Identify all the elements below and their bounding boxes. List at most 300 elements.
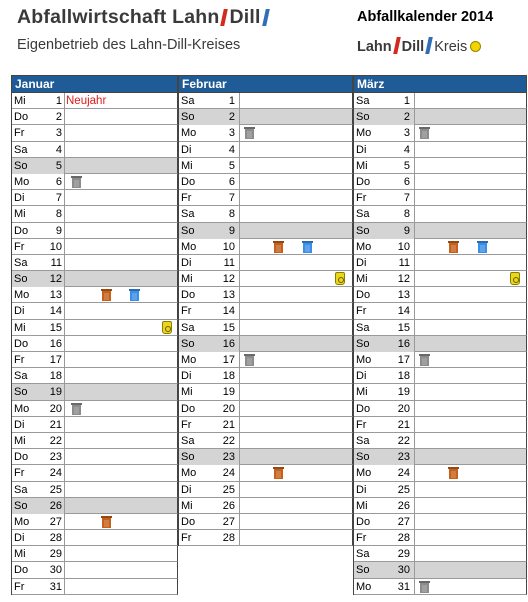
day-number: 16 <box>217 336 235 352</box>
day-row <box>12 206 178 222</box>
day-of-week: Mo <box>356 467 372 480</box>
day-number: 30 <box>49 564 62 577</box>
paper-waste-bin-icon <box>478 241 487 253</box>
day-of-week: Do <box>356 289 371 302</box>
day-number: 20 <box>222 402 235 415</box>
day-row <box>354 498 527 514</box>
day-of-week: Di <box>181 483 192 496</box>
day-row <box>12 125 178 141</box>
day-entry-cell <box>64 125 177 140</box>
day-of-week: Sa <box>14 256 28 269</box>
day-entry-cell <box>239 303 352 318</box>
day-entry-cell <box>239 384 352 399</box>
month-header: Februar <box>179 76 353 93</box>
day-row <box>12 352 178 368</box>
day-number: 19 <box>44 384 62 400</box>
day-of-week: Mo <box>356 580 372 593</box>
day-entry-cell <box>414 514 526 529</box>
day-entry-cell <box>64 514 177 529</box>
month-column-january <box>11 75 178 595</box>
day-row <box>12 546 178 562</box>
day-entry-cell <box>414 239 526 254</box>
day-entry-cell <box>239 368 352 383</box>
grey-waste-bin-icon <box>245 354 254 366</box>
day-number: 4 <box>403 143 410 156</box>
day-of-week: Sa <box>14 483 28 496</box>
day-row <box>12 223 178 239</box>
day-entry-cell <box>414 384 526 399</box>
day-row <box>354 206 527 222</box>
day-row <box>12 384 178 400</box>
day-row <box>12 562 178 578</box>
day-entry-cell <box>239 433 352 448</box>
day-number: 17 <box>397 354 410 366</box>
day-number: 2 <box>217 109 235 125</box>
day-of-week: Mo <box>181 354 197 366</box>
day-entry-cell <box>64 303 177 318</box>
day-number: 16 <box>49 337 62 350</box>
day-number: 16 <box>392 336 410 352</box>
grey-waste-bin-icon <box>72 176 81 188</box>
day-row <box>179 320 353 336</box>
org-subtitle: Eigenbetrieb des Lahn-Dill-Kreises <box>17 37 241 53</box>
day-entry-cell <box>64 465 177 480</box>
day-row <box>354 303 527 319</box>
day-entry-cell <box>239 401 352 416</box>
organic-waste-bin-icon <box>274 467 283 479</box>
day-row <box>354 465 527 481</box>
day-of-week: Do <box>14 451 29 464</box>
day-of-week: Fr <box>356 532 367 545</box>
day-of-week: Mo <box>14 515 30 528</box>
day-of-week: Di <box>356 143 367 156</box>
day-number: 12 <box>222 273 235 286</box>
day-row <box>12 579 178 595</box>
day-entry-cell <box>414 206 526 221</box>
day-entry-cell <box>239 239 352 254</box>
day-number: 21 <box>397 418 410 431</box>
day-of-week: Fr <box>356 418 367 431</box>
day-of-week: Sa <box>181 208 195 221</box>
day-number: 21 <box>49 418 62 431</box>
day-of-week: So <box>354 562 414 578</box>
day-of-week: Mo <box>181 240 197 253</box>
day-number: 9 <box>55 224 62 237</box>
day-row <box>354 562 527 578</box>
day-row <box>354 368 527 384</box>
day-row <box>354 223 527 239</box>
day-entry-cell <box>239 417 352 432</box>
day-of-week: Fr <box>181 532 192 545</box>
day-of-week: Di <box>14 418 25 431</box>
day-entry-cell <box>239 125 352 140</box>
day-entry-cell <box>239 93 352 108</box>
day-of-week: Mi <box>14 208 26 221</box>
day-row <box>179 93 353 109</box>
day-row <box>12 530 178 546</box>
day-row <box>12 303 178 319</box>
day-of-week: Sa <box>14 370 28 383</box>
day-of-week: Sa <box>356 208 370 221</box>
calendar-title: Abfallkalender 2014 <box>357 9 494 25</box>
day-entry-cell <box>239 206 352 221</box>
day-of-week: Sa <box>181 434 195 447</box>
day-entry-cell <box>414 158 526 173</box>
day-entry-cell <box>64 482 177 497</box>
day-number: 22 <box>397 434 410 447</box>
day-row <box>354 482 527 498</box>
day-of-week: Sa <box>181 95 195 107</box>
day-of-week: Mi <box>14 321 26 334</box>
logo-blue-stroke <box>262 9 270 26</box>
day-entry-cell <box>239 530 352 545</box>
day-row <box>354 401 527 417</box>
day-row <box>179 239 353 255</box>
day-of-week: So <box>179 223 239 239</box>
day-of-week: Di <box>181 370 192 383</box>
day-entry-cell <box>64 384 177 399</box>
day-of-week: Fr <box>14 240 25 253</box>
day-entry-cell <box>414 174 526 189</box>
day-of-week: Fr <box>181 192 192 205</box>
day-of-week: Do <box>356 515 371 528</box>
day-entry-cell <box>239 482 352 497</box>
paper-waste-bin-icon <box>130 289 139 301</box>
day-entry-cell <box>64 530 177 545</box>
day-of-week: Di <box>14 192 25 205</box>
day-number: 3 <box>228 127 235 140</box>
day-of-week: Mi <box>181 159 193 172</box>
day-entry-cell <box>239 223 352 238</box>
day-row <box>12 449 178 465</box>
day-number: 12 <box>397 273 410 286</box>
day-row <box>354 255 527 271</box>
day-number: 1 <box>55 95 62 107</box>
day-row <box>179 303 353 319</box>
month-column-march <box>353 75 527 595</box>
day-entry-cell <box>64 109 177 124</box>
day-number: 3 <box>403 127 410 140</box>
day-of-week: Do <box>14 564 29 577</box>
logo-red-stroke <box>221 9 229 26</box>
day-of-week: Sa <box>356 548 370 561</box>
day-row <box>179 287 353 303</box>
day-entry-cell <box>64 223 177 238</box>
day-entry-cell <box>64 352 177 367</box>
day-of-week: Fr <box>181 418 192 431</box>
org-logo-title: Abfallwirtschaft Lahn Dill <box>17 6 271 29</box>
day-entry-cell <box>239 158 352 173</box>
day-entry-cell <box>64 190 177 205</box>
day-number: 26 <box>44 498 62 514</box>
day-entry-cell <box>239 514 352 529</box>
day-row <box>354 449 527 465</box>
day-of-week: Do <box>181 515 196 528</box>
day-of-week: So <box>354 109 414 125</box>
day-number: 22 <box>49 434 62 447</box>
day-number: 14 <box>397 305 410 318</box>
day-number: 27 <box>222 515 235 528</box>
day-number: 23 <box>217 449 235 465</box>
day-number: 10 <box>222 240 235 253</box>
day-number: 12 <box>44 271 62 287</box>
day-of-week: Sa <box>356 434 370 447</box>
day-entry-cell <box>64 320 177 335</box>
day-row <box>12 142 178 158</box>
day-of-week: Mo <box>14 402 30 415</box>
yellow-bag-icon <box>335 272 345 285</box>
day-number: 26 <box>397 499 410 512</box>
day-of-week: Mi <box>356 159 368 172</box>
day-entry-cell <box>239 336 352 351</box>
day-number: 4 <box>55 143 62 156</box>
day-of-week: Mi <box>14 434 26 447</box>
day-number: 13 <box>397 289 410 302</box>
day-row <box>179 514 353 530</box>
day-number: 2 <box>55 111 62 124</box>
day-of-week: Mo <box>14 175 30 188</box>
day-number: 15 <box>49 321 62 334</box>
day-entry-cell <box>414 93 526 108</box>
day-of-week: Mo <box>181 467 197 480</box>
day-of-week: Di <box>14 305 25 318</box>
day-number: 5 <box>228 159 235 172</box>
day-of-week: So <box>354 336 414 352</box>
day-row <box>12 482 178 498</box>
month-header: März <box>354 76 527 93</box>
month-column-february <box>178 75 353 546</box>
day-row <box>354 158 527 174</box>
day-number: 11 <box>50 256 62 269</box>
day-row <box>354 320 527 336</box>
day-row <box>354 142 527 158</box>
day-row <box>179 417 353 433</box>
day-entry-cell <box>239 190 352 205</box>
day-entry-cell <box>239 352 352 367</box>
day-row <box>354 174 527 190</box>
day-number: 1 <box>228 95 235 107</box>
day-of-week: So <box>354 449 414 465</box>
day-row <box>12 239 178 255</box>
day-number: 21 <box>222 418 235 431</box>
organic-waste-bin-icon <box>449 467 458 479</box>
day-row <box>179 401 353 417</box>
day-number: 14 <box>222 305 235 318</box>
day-of-week: Mi <box>181 386 193 399</box>
day-entry-cell <box>64 142 177 157</box>
grey-waste-bin-icon <box>420 581 429 593</box>
day-of-week: Do <box>356 175 371 188</box>
day-number: 6 <box>228 175 235 188</box>
day-number: 17 <box>222 354 235 366</box>
day-row <box>12 158 178 174</box>
day-entry-cell <box>64 368 177 383</box>
day-number: 18 <box>397 370 410 383</box>
day-row <box>354 190 527 206</box>
organic-waste-bin-icon <box>102 289 111 301</box>
day-row <box>12 93 178 109</box>
day-number: 11 <box>398 256 410 269</box>
day-of-week: Mo <box>356 354 372 366</box>
day-row <box>354 287 527 303</box>
day-entry-cell <box>414 109 526 124</box>
day-row <box>179 530 353 546</box>
day-row <box>12 190 178 206</box>
day-of-week: Di <box>356 256 367 269</box>
day-row <box>354 336 527 352</box>
day-of-week: Fr <box>14 127 25 140</box>
day-number: 17 <box>49 354 62 366</box>
day-number: 18 <box>49 370 62 383</box>
day-number: 8 <box>228 208 235 221</box>
day-row <box>354 125 527 141</box>
day-number: 9 <box>392 223 410 239</box>
day-of-week: So <box>354 223 414 239</box>
day-entry-cell <box>414 579 526 594</box>
day-number: 31 <box>397 580 410 593</box>
day-of-week: Do <box>356 402 371 415</box>
day-entry-cell <box>414 223 526 238</box>
day-row <box>12 271 178 287</box>
day-number: 5 <box>44 158 62 174</box>
day-entry-cell <box>239 287 352 302</box>
day-of-week: Fr <box>356 305 367 318</box>
day-number: 15 <box>222 321 235 334</box>
day-number: 24 <box>222 467 235 480</box>
day-entry-cell <box>414 498 526 513</box>
day-of-week: Mi <box>181 499 193 512</box>
day-number: 22 <box>222 434 235 447</box>
day-entry-cell <box>239 449 352 464</box>
day-of-week: Sa <box>356 95 370 107</box>
day-of-week: So <box>12 271 64 287</box>
day-number: 28 <box>222 532 235 545</box>
day-entry-cell <box>414 303 526 318</box>
day-of-week: Di <box>181 256 192 269</box>
day-entry-cell <box>64 433 177 448</box>
day-row <box>354 109 527 125</box>
day-of-week: Fr <box>181 305 192 318</box>
day-of-week: Mi <box>181 273 193 286</box>
day-entry-cell <box>239 320 352 335</box>
day-row <box>179 498 353 514</box>
day-number: 29 <box>397 548 410 561</box>
day-of-week: So <box>179 336 239 352</box>
day-entry-cell <box>414 433 526 448</box>
day-entry-cell <box>64 158 177 173</box>
day-of-week: Do <box>181 175 196 188</box>
day-of-week: So <box>12 498 64 514</box>
day-row <box>179 142 353 158</box>
day-row <box>12 320 178 336</box>
day-row <box>179 190 353 206</box>
yellow-bag-icon <box>162 321 172 334</box>
day-number: 23 <box>392 449 410 465</box>
day-number: 13 <box>49 289 62 302</box>
day-row <box>354 239 527 255</box>
day-entry-cell <box>64 336 177 351</box>
day-row <box>354 352 527 368</box>
grey-waste-bin-icon <box>420 354 429 366</box>
day-row <box>354 530 527 546</box>
day-row <box>12 109 178 125</box>
yellow-dot-icon <box>470 41 481 52</box>
day-of-week: Di <box>181 143 192 156</box>
day-row <box>354 514 527 530</box>
day-row <box>179 125 353 141</box>
day-entry-cell <box>239 174 352 189</box>
day-entry-cell <box>64 546 177 561</box>
day-of-week: So <box>179 109 239 125</box>
day-entry-cell <box>414 465 526 480</box>
day-row <box>12 498 178 514</box>
day-row <box>179 271 353 287</box>
grey-waste-bin-icon <box>245 127 254 139</box>
day-number: 7 <box>55 192 62 205</box>
day-row <box>12 368 178 384</box>
day-number: 14 <box>49 305 62 318</box>
day-number: 15 <box>397 321 410 334</box>
day-number: 7 <box>228 192 235 205</box>
day-row <box>354 433 527 449</box>
day-number: 28 <box>397 532 410 545</box>
day-of-week: Di <box>356 483 367 496</box>
day-entry-cell <box>239 109 352 124</box>
day-entry-cell <box>239 465 352 480</box>
day-of-week: Mi <box>356 499 368 512</box>
day-row <box>12 417 178 433</box>
day-number: 9 <box>217 223 235 239</box>
day-entry-cell <box>414 142 526 157</box>
day-number: 28 <box>49 532 62 545</box>
day-entry-cell <box>64 417 177 432</box>
organic-waste-bin-icon <box>102 516 111 528</box>
month-header: Januar <box>12 76 178 93</box>
day-of-week: Mi <box>356 273 368 286</box>
day-row <box>354 93 527 109</box>
day-row <box>179 465 353 481</box>
day-of-week: Mi <box>14 95 26 107</box>
day-entry-cell <box>414 562 526 577</box>
day-number: 24 <box>49 467 62 480</box>
day-of-week: Sa <box>14 143 28 156</box>
day-row <box>179 174 353 190</box>
day-entry-cell <box>239 142 352 157</box>
day-row <box>179 352 353 368</box>
day-entry-cell <box>239 255 352 270</box>
day-number: 11 <box>223 256 235 269</box>
day-number: 10 <box>49 240 62 253</box>
grey-waste-bin-icon <box>420 127 429 139</box>
organic-waste-bin-icon <box>274 241 283 253</box>
day-of-week: Fr <box>356 192 367 205</box>
day-row <box>12 433 178 449</box>
day-entry-cell <box>64 579 177 594</box>
day-number: 27 <box>397 515 410 528</box>
day-number: 23 <box>49 451 62 464</box>
day-number: 1 <box>403 95 410 107</box>
day-entry-cell <box>414 255 526 270</box>
day-number: 13 <box>222 289 235 302</box>
day-entry-cell <box>414 287 526 302</box>
day-entry-cell <box>414 190 526 205</box>
day-row <box>354 546 527 562</box>
day-number: 30 <box>392 562 410 578</box>
day-row <box>12 287 178 303</box>
day-number: 24 <box>397 467 410 480</box>
day-of-week: Do <box>14 111 29 124</box>
day-entry-cell <box>414 401 526 416</box>
